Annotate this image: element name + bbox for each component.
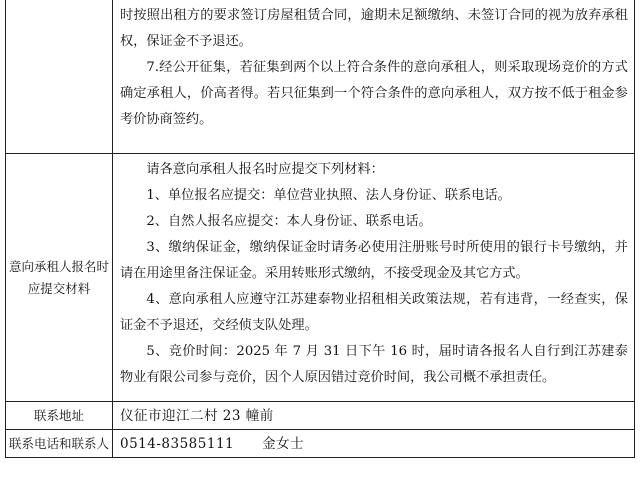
table-row-rules xyxy=(6,0,634,153)
materials-item-3: 3、缴纳保证金，缴纳保证金时请务必使用注册账号时所使用的银行卡号缴纳，并请在用途里备注保证金。采用转账形式缴纳，不接受现金及其它方式。 xyxy=(120,240,628,281)
row-label-text: 联系地址 xyxy=(33,407,84,423)
row-content-materials xyxy=(114,154,634,401)
row-label-contact xyxy=(6,430,113,457)
row-label-address xyxy=(6,402,113,429)
materials-item-5: 5、竞价时间：2025 年 7 月 31 日下午 16 时，届时请各报名人自行到江苏建泰物业有限公司参与竞价，因个人原因错过竞价时间，我公司概不承担责任。 xyxy=(120,344,628,385)
row-label-text: 联系电话和联系人 xyxy=(8,435,109,451)
row-content-address xyxy=(114,402,634,429)
table-row-address xyxy=(6,401,634,429)
table-row-materials xyxy=(6,153,634,401)
materials-item-4: 4、意向承租人应遵守江苏建泰物业招租相关政策法规，若有违背，一经查实，保证金不予退还，交经侦支队处理。 xyxy=(120,292,628,333)
contact-person: 金女士 xyxy=(262,435,305,452)
contact-phone: 0514-83585111 xyxy=(120,435,235,452)
rules-paragraph-continuation: 时按照出租方的要求签订房屋租赁合同，逾期未足额缴纳、未签订合同的视为放弃承租权，保证金不予退还。 xyxy=(120,8,628,49)
row-content-rules xyxy=(114,0,634,153)
materials-intro: 请各意向承租人报名时应提交下列材料： xyxy=(146,162,384,177)
materials-item-1: 1、单位报名应提交：单位营业执照、法人身份证、联系电话。 xyxy=(146,188,511,203)
address-value: 仪征市迎江二村 23 幢前 xyxy=(120,407,274,424)
row-label-materials xyxy=(6,154,113,401)
table-row-contact xyxy=(6,429,634,457)
rules-paragraph-7: 7.经公开征集，若征集到两个以上符合条件的意向承租人，则采取现场竞价的方式确定承租人，价高者得。若只征集到一个符合条件的意向承租人，双方按不低于租金参考价协商签约。 xyxy=(120,60,628,127)
info-table xyxy=(5,0,635,458)
row-label-text: 意向承租人报名时应提交材料 xyxy=(8,258,109,296)
materials-item-2: 2、自然人报名应提交：本人身份证、联系电话。 xyxy=(146,214,432,229)
row-label-empty xyxy=(6,0,113,153)
row-content-contact xyxy=(114,430,634,457)
